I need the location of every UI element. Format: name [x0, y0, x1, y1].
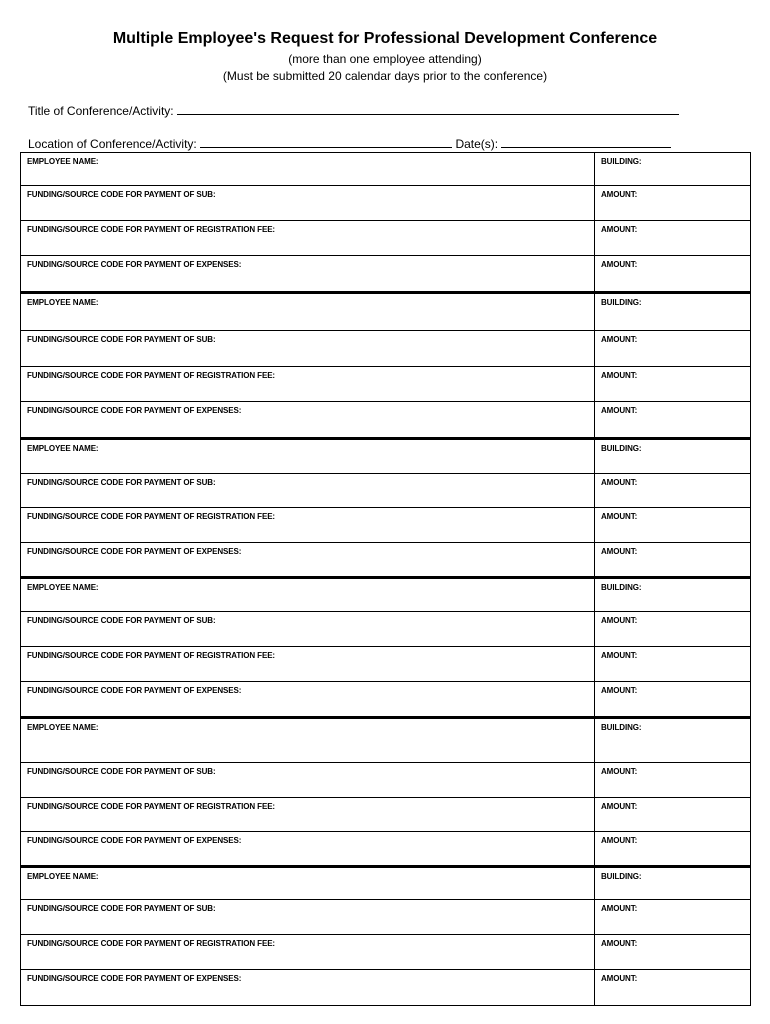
building-label: BUILDING: — [601, 298, 642, 307]
sub-amount-cell[interactable] — [595, 474, 751, 508]
registration-amount-cell[interactable] — [595, 508, 751, 543]
employee-4-row — [21, 612, 751, 647]
sub-amount-label: AMOUNT: — [601, 904, 638, 913]
sub-amount-cell[interactable] — [595, 331, 751, 367]
employee-name-cell[interactable] — [21, 867, 595, 900]
registration-amount-label: AMOUNT: — [601, 512, 638, 521]
employee-3-row — [21, 543, 751, 578]
registration-funding-code-label: FUNDING/SOURCE CODE FOR PAYMENT OF REGISTRATION FEE: — [27, 802, 275, 811]
expenses-funding-code-cell[interactable] — [21, 256, 595, 293]
sub-funding-code-cell[interactable] — [21, 331, 595, 367]
expenses-funding-code-cell[interactable] — [21, 682, 595, 718]
employee-6-row — [21, 900, 751, 935]
building-cell[interactable] — [595, 578, 751, 612]
location-dates-line — [28, 135, 671, 151]
dates-field[interactable] — [501, 135, 671, 148]
registration-funding-code-cell[interactable] — [21, 647, 595, 682]
employee-request-table — [20, 152, 751, 1006]
sub-amount-cell[interactable] — [595, 612, 751, 647]
employee-name-cell[interactable] — [21, 578, 595, 612]
registration-funding-code-label: FUNDING/SOURCE CODE FOR PAYMENT OF REGISTRATION FEE: — [27, 651, 275, 660]
sub-funding-code-cell[interactable] — [21, 186, 595, 221]
sub-amount-cell[interactable] — [595, 900, 751, 935]
registration-amount-cell[interactable] — [595, 221, 751, 256]
registration-funding-code-cell[interactable] — [21, 798, 595, 832]
registration-amount-label: AMOUNT: — [601, 371, 638, 380]
sub-funding-code-cell[interactable] — [21, 763, 595, 798]
sub-funding-code-label: FUNDING/SOURCE CODE FOR PAYMENT OF SUB: — [27, 190, 216, 199]
employee-name-cell[interactable] — [21, 293, 595, 331]
expenses-amount-label: AMOUNT: — [601, 686, 638, 695]
sub-amount-cell[interactable] — [595, 186, 751, 221]
building-label: BUILDING: — [601, 157, 642, 166]
sub-funding-code-cell[interactable] — [21, 612, 595, 647]
building-cell[interactable] — [595, 867, 751, 900]
sub-funding-code-label: FUNDING/SOURCE CODE FOR PAYMENT OF SUB: — [27, 767, 216, 776]
registration-amount-cell[interactable] — [595, 935, 751, 970]
sub-amount-label: AMOUNT: — [601, 335, 638, 344]
employee-4-row — [21, 578, 751, 612]
dates-label: Date(s): — [455, 137, 499, 151]
employee-5-row — [21, 798, 751, 832]
registration-funding-code-cell[interactable] — [21, 367, 595, 402]
employee-6-row — [21, 867, 751, 900]
employee-name-label: EMPLOYEE NAME: — [27, 444, 99, 453]
sub-amount-label: AMOUNT: — [601, 478, 638, 487]
expenses-funding-code-cell[interactable] — [21, 970, 595, 1006]
expenses-amount-cell[interactable] — [595, 832, 751, 867]
employee-4-row — [21, 647, 751, 682]
sub-funding-code-cell[interactable] — [21, 900, 595, 935]
employee-name-label: EMPLOYEE NAME: — [27, 583, 99, 592]
location-label: Location of Conference/Activity: — [28, 137, 197, 151]
employee-6-row — [21, 935, 751, 970]
registration-amount-cell[interactable] — [595, 798, 751, 832]
employee-5-row — [21, 832, 751, 867]
expenses-funding-code-label: FUNDING/SOURCE CODE FOR PAYMENT OF EXPENSES: — [27, 406, 242, 415]
building-label: BUILDING: — [601, 583, 642, 592]
sub-amount-label: AMOUNT: — [601, 616, 638, 625]
sub-funding-code-label: FUNDING/SOURCE CODE FOR PAYMENT OF SUB: — [27, 335, 216, 344]
employee-5-row — [21, 763, 751, 798]
registration-funding-code-label: FUNDING/SOURCE CODE FOR PAYMENT OF REGISTRATION FEE: — [27, 371, 275, 380]
location-field[interactable] — [200, 135, 452, 148]
building-cell[interactable] — [595, 153, 751, 186]
registration-funding-code-cell[interactable] — [21, 508, 595, 543]
expenses-funding-code-cell[interactable] — [21, 402, 595, 439]
employee-3-row — [21, 508, 751, 543]
sub-funding-code-label: FUNDING/SOURCE CODE FOR PAYMENT OF SUB: — [27, 478, 216, 487]
employee-name-label: EMPLOYEE NAME: — [27, 872, 99, 881]
sub-amount-cell[interactable] — [595, 763, 751, 798]
expenses-funding-code-label: FUNDING/SOURCE CODE FOR PAYMENT OF EXPENSES: — [27, 836, 242, 845]
registration-amount-cell[interactable] — [595, 647, 751, 682]
expenses-amount-cell[interactable] — [595, 543, 751, 578]
expenses-funding-code-cell[interactable] — [21, 543, 595, 578]
form-subtitle-attending: (more than one employee attending) — [288, 52, 482, 66]
expenses-funding-code-cell[interactable] — [21, 832, 595, 867]
registration-amount-label: AMOUNT: — [601, 802, 638, 811]
registration-funding-code-label: FUNDING/SOURCE CODE FOR PAYMENT OF REGISTRATION FEE: — [27, 512, 275, 521]
conference-title-field[interactable] — [177, 102, 679, 115]
form-title: Multiple Employee's Request for Professional Development Conference — [112, 30, 658, 47]
employee-3-row — [21, 439, 751, 474]
sub-amount-label: AMOUNT: — [601, 190, 638, 199]
employee-name-label: EMPLOYEE NAME: — [27, 157, 99, 166]
employee-1-row — [21, 186, 751, 221]
expenses-amount-cell[interactable] — [595, 682, 751, 718]
expenses-amount-label: AMOUNT: — [601, 260, 638, 269]
building-label: BUILDING: — [601, 723, 642, 732]
expenses-amount-label: AMOUNT: — [601, 406, 638, 415]
registration-funding-code-cell[interactable] — [21, 221, 595, 256]
employee-2-row — [21, 331, 751, 367]
employee-1-row — [21, 256, 751, 293]
registration-amount-label: AMOUNT: — [601, 651, 638, 660]
form-subtitle-deadline: (Must be submitted 20 calendar days prior to the conference) — [222, 69, 548, 83]
registration-amount-label: AMOUNT: — [601, 939, 638, 948]
sub-funding-code-label: FUNDING/SOURCE CODE FOR PAYMENT OF SUB: — [27, 616, 216, 625]
building-label: BUILDING: — [601, 872, 642, 881]
expenses-amount-label: AMOUNT: — [601, 974, 638, 983]
conference-title-line — [28, 102, 679, 118]
employee-6-row — [21, 970, 751, 1006]
employee-name-cell[interactable] — [21, 439, 595, 474]
expenses-funding-code-label: FUNDING/SOURCE CODE FOR PAYMENT OF EXPENSES: — [27, 686, 242, 695]
employee-name-label: EMPLOYEE NAME: — [27, 723, 99, 732]
expenses-amount-cell[interactable] — [595, 256, 751, 293]
employee-2-row — [21, 367, 751, 402]
registration-funding-code-cell[interactable] — [21, 935, 595, 970]
employee-name-cell[interactable] — [21, 718, 595, 763]
expenses-funding-code-label: FUNDING/SOURCE CODE FOR PAYMENT OF EXPENSES: — [27, 974, 242, 983]
building-cell[interactable] — [595, 718, 751, 763]
expenses-funding-code-label: FUNDING/SOURCE CODE FOR PAYMENT OF EXPENSES: — [27, 547, 242, 556]
building-label: BUILDING: — [601, 444, 642, 453]
sub-amount-label: AMOUNT: — [601, 767, 638, 776]
employee-4-row — [21, 682, 751, 718]
building-cell[interactable] — [595, 293, 751, 331]
expenses-amount-label: AMOUNT: — [601, 547, 638, 556]
employee-name-label: EMPLOYEE NAME: — [27, 298, 99, 307]
expenses-amount-label: AMOUNT: — [601, 836, 638, 845]
employee-2-row — [21, 293, 751, 331]
sub-funding-code-label: FUNDING/SOURCE CODE FOR PAYMENT OF SUB: — [27, 904, 216, 913]
employee-2-row — [21, 402, 751, 439]
building-cell[interactable] — [595, 439, 751, 474]
registration-funding-code-label: FUNDING/SOURCE CODE FOR PAYMENT OF REGISTRATION FEE: — [27, 939, 275, 948]
registration-amount-label: AMOUNT: — [601, 225, 638, 234]
employee-1-row — [21, 153, 751, 186]
employee-1-row — [21, 221, 751, 256]
employee-5-row — [21, 718, 751, 763]
registration-amount-cell[interactable] — [595, 367, 751, 402]
expenses-funding-code-label: FUNDING/SOURCE CODE FOR PAYMENT OF EXPENSES: — [27, 260, 242, 269]
sub-funding-code-cell[interactable] — [21, 474, 595, 508]
expenses-amount-cell[interactable] — [595, 402, 751, 439]
registration-funding-code-label: FUNDING/SOURCE CODE FOR PAYMENT OF REGISTRATION FEE: — [27, 225, 275, 234]
employee-name-cell[interactable] — [21, 153, 595, 186]
expenses-amount-cell[interactable] — [595, 970, 751, 1006]
conference-title-label: Title of Conference/Activity: — [28, 104, 174, 118]
employee-3-row — [21, 474, 751, 508]
